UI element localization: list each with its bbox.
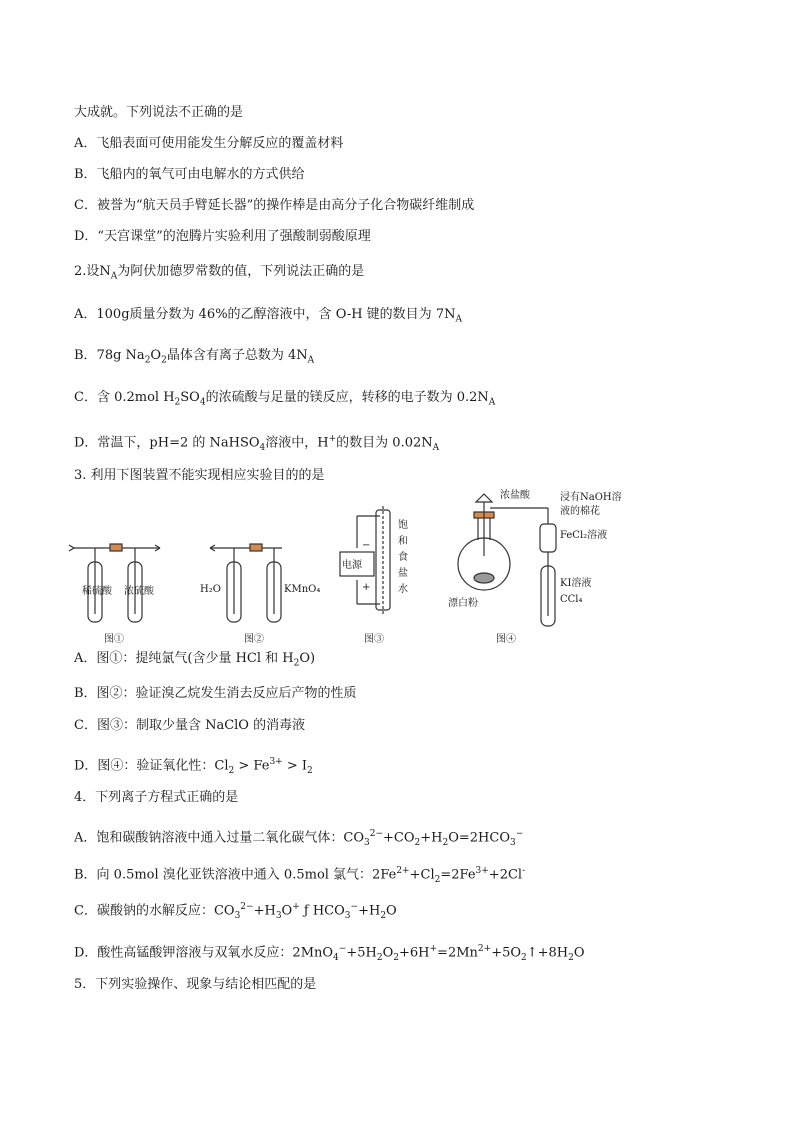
q2-a-pre: A．	[74, 307, 97, 322]
q2-c-pre: C．含 0.2mol H	[74, 390, 175, 405]
q3-d-s1: 2	[228, 765, 235, 776]
q3-option-a	[74, 650, 315, 673]
fig3-char-1: 饱	[398, 520, 408, 531]
q4-c-mid: +H	[253, 903, 276, 919]
q2-a-sub: A	[455, 314, 462, 325]
q4-a-sub4: 3	[509, 837, 516, 848]
q5-stem: 5．下列实验操作、现象与结论相匹配的是	[74, 977, 317, 992]
q2-d-sub: A	[432, 442, 440, 453]
q2-option-b	[74, 347, 314, 370]
q2-b-sub: A	[307, 355, 315, 366]
fig3-char-5: 水	[398, 584, 408, 595]
q2-b-s1: 2	[144, 355, 151, 366]
q4-b-mid: +Cl	[409, 867, 435, 883]
fig2-connector	[250, 544, 262, 551]
fig4-ki-label: KI溶液	[560, 578, 592, 589]
q3-a-post: O)	[299, 651, 316, 666]
q4-c-s2: 3	[275, 910, 282, 921]
q2-c-sub: A	[488, 397, 496, 408]
q2-b-post: 晶体含有离子总数为 4N	[166, 348, 308, 363]
q4-a-sup1: 2−	[369, 829, 384, 839]
q4-option-d	[74, 940, 585, 967]
fig4-acid-label: 浓盐酸	[500, 490, 530, 501]
q3-option-d	[74, 753, 313, 780]
q2-c-s1: 2	[174, 397, 181, 408]
q3-d-s2: 2	[307, 765, 313, 776]
q2-option-a	[74, 306, 462, 329]
q4-b-pre: B．向 0.5mol 溴化亚铁溶液中通入 0.5mol 氯气：2Fe	[74, 867, 397, 883]
q4-c-sub1: 3	[234, 910, 241, 921]
q1-option-c: C．被誉为“航天员手臂延长器”的操作棒是由高分子化合物碳纤维制成	[74, 198, 475, 213]
fig1-left-label: 稀硫酸	[82, 586, 112, 597]
fig2-right-label: KMnO₄	[284, 584, 321, 595]
q4-d-mid4: =2Mn	[437, 945, 478, 961]
q4-b-mid3: +2Cl	[488, 867, 523, 883]
q1-option-b: B．飞船内的氧气可由电解水的方式供给	[74, 167, 305, 182]
fig4-caption: 图④	[496, 634, 516, 645]
q4-c-post: +H	[358, 903, 381, 919]
q4-stem: 4．下列离子方程式正确的是	[74, 790, 239, 805]
q2-stem-n: N	[99, 264, 111, 279]
q3-apparatus-figure	[60, 486, 700, 646]
q4-d-s2: 2	[376, 952, 383, 963]
q4-d-pre: D．酸性高锰酸钾溶液与双氧水反应：2MnO	[74, 945, 334, 961]
q4-option-b	[74, 862, 525, 889]
q2-d-post: 的数目为 0.02N	[336, 435, 433, 451]
fig1-caption: 图①	[104, 634, 124, 645]
q4-b-sup4: -	[522, 866, 526, 876]
q4-c-post2: O	[386, 903, 397, 919]
q4-option-c	[74, 898, 397, 925]
q4-d-mid2: O	[382, 945, 394, 961]
q3-d-mid2: > I	[282, 758, 308, 774]
q3-a-pre: A．图①：提纯氯气(含少量 HCl 和 H	[74, 651, 294, 666]
q4-a-s3: 2	[442, 837, 449, 848]
fig2-caption: 图②	[244, 634, 264, 645]
q4-d-s6: 2	[568, 952, 574, 963]
q2-option-c	[74, 389, 495, 412]
q2-stem-pre: 2.设	[74, 264, 100, 279]
q4-c-pre: C．碳酸钠的水解反应：CO	[74, 903, 235, 919]
q4-a-mid: +CO	[383, 830, 415, 846]
q4-c-sup3: −	[350, 902, 359, 912]
fig3-char-3: 食	[398, 552, 408, 563]
q3-d-sup: 3+	[269, 757, 283, 767]
q2-a-mass: 100g	[96, 307, 130, 322]
q4-b-s2: 2	[434, 874, 441, 885]
fig1-inlet-arrow	[69, 545, 74, 551]
q4-d-mid6: ↑+8H	[526, 945, 569, 961]
fig4-naoh-label-1: 浸有NaOH溶	[560, 492, 622, 503]
q4-a-sup4: −	[515, 829, 524, 839]
fig3-caption: 图③	[364, 634, 384, 645]
fig4-ccl4-label: CCl₄	[560, 594, 583, 605]
fig4-fecl2-label: FeCl₂溶液	[560, 530, 608, 541]
q4-d-sup1: −	[338, 944, 347, 954]
q4-d-sup4: 2+	[477, 944, 492, 954]
fig4-funnel	[476, 494, 492, 502]
fig4-bleach-powder	[474, 573, 494, 583]
q3-option-b: B．图②：验证溴乙烷发生消去反应后产物的性质	[74, 686, 357, 701]
q3-d-mid: > Fe	[234, 758, 270, 774]
q2-b-s2: 2	[161, 355, 167, 366]
q4-c-s4: 2	[380, 910, 387, 921]
q2-stem	[74, 263, 364, 286]
fig2-left-label: H₂O	[200, 584, 221, 595]
fig1-right-label: 浓硫酸	[124, 586, 154, 597]
q4-c-sup1: 2−	[240, 902, 254, 912]
q4-c-sub3: 3	[344, 910, 351, 921]
q4-d-post: O	[573, 945, 585, 961]
fig4-naoh-label-2: 液的棉花	[560, 506, 600, 517]
q2-option-d	[74, 430, 439, 457]
apparatus-diagram	[60, 486, 700, 646]
q2-b-pre: B．	[74, 348, 97, 363]
q4-b-sup1: 2+	[396, 866, 410, 876]
q4-d-s5: 2	[521, 952, 527, 963]
q2-a-mid: 质量分数为 46%的乙醇溶液中，含 O-H 键的数目为 7N	[129, 307, 456, 322]
q4-a-sub1: 3	[364, 837, 370, 848]
q4-c-sup2: +	[292, 902, 300, 912]
q4-b-mid2: =2Fe	[440, 867, 476, 883]
q2-b-mass: 78g Na	[96, 348, 145, 363]
q1-option-d: D．“天宫课堂”的泡腾片实验利用了强酸制弱酸原理	[74, 229, 371, 244]
q2-b-o: O	[150, 348, 162, 363]
fig3-plus: +	[362, 582, 371, 593]
q3-d-pre: D．图④：验证氧化性：Cl	[74, 758, 229, 774]
q2-stem-post: 为阿伏加德罗常数的值，下列说法正确的是	[117, 264, 365, 279]
fig3-char-4: 盐	[398, 568, 408, 579]
q4-d-sup3: +	[429, 944, 438, 954]
fig1-connector	[110, 544, 122, 551]
q2-d-sup: +	[328, 434, 337, 444]
fig3-power-label: 电源	[342, 560, 362, 571]
q2-d-mid: 溶液中，H	[265, 435, 329, 451]
q1-option-a: A．飞船表面可使用能发生分解反应的覆盖材料	[74, 136, 344, 151]
q2-stem-sub: A	[110, 271, 118, 282]
q4-option-a	[74, 825, 523, 852]
q4-c-mid3: ƒ HCO	[299, 903, 345, 919]
q4-b-sup3: 3+	[475, 866, 489, 876]
q2-d-s1: 4	[259, 442, 266, 453]
q3-option-c: C．图③：制取少量含 NaClO 的消毒液	[74, 718, 306, 733]
q4-d-mid5: +5O	[491, 945, 522, 961]
q4-d-mid3: +6H	[398, 945, 430, 961]
q4-a-s2: 2	[414, 837, 421, 848]
q1-intro: 大成就。下列说法不正确的是	[74, 105, 244, 120]
fig3-electrolysis-tube	[376, 510, 390, 610]
q4-a-mid2: +H	[420, 830, 443, 846]
q4-d-sub1: 4	[333, 952, 339, 963]
q2-c-so: SO	[180, 390, 200, 405]
fig3-char-2: 和	[398, 536, 408, 547]
q4-d-mid: +5H	[346, 945, 377, 961]
q3-a-sub: 2	[293, 658, 300, 669]
q2-c-s2: 4	[199, 397, 206, 408]
q4-a-pre: A．饱和碳酸钠溶液中通入过量二氧化碳气体：CO	[74, 830, 364, 846]
fig4-bleach-label: 漂白粉	[448, 598, 478, 609]
q4-a-mid3: O=2HCO	[448, 830, 510, 846]
q2-d-pre: D．常温下，pH=2 的 NaHSO	[74, 435, 260, 451]
q3-stem: 3. 利用下图装置不能实现相应实验目的的是	[74, 468, 325, 483]
q4-c-mid2: O	[281, 903, 293, 919]
q4-d-s3: 2	[393, 952, 399, 963]
q2-c-post: 的浓硫酸与足量的镁反应，转移的电子数为 0.2N	[205, 390, 489, 405]
fig3-minus: −	[362, 540, 371, 551]
fig4-fecl2-vessel	[540, 524, 556, 552]
